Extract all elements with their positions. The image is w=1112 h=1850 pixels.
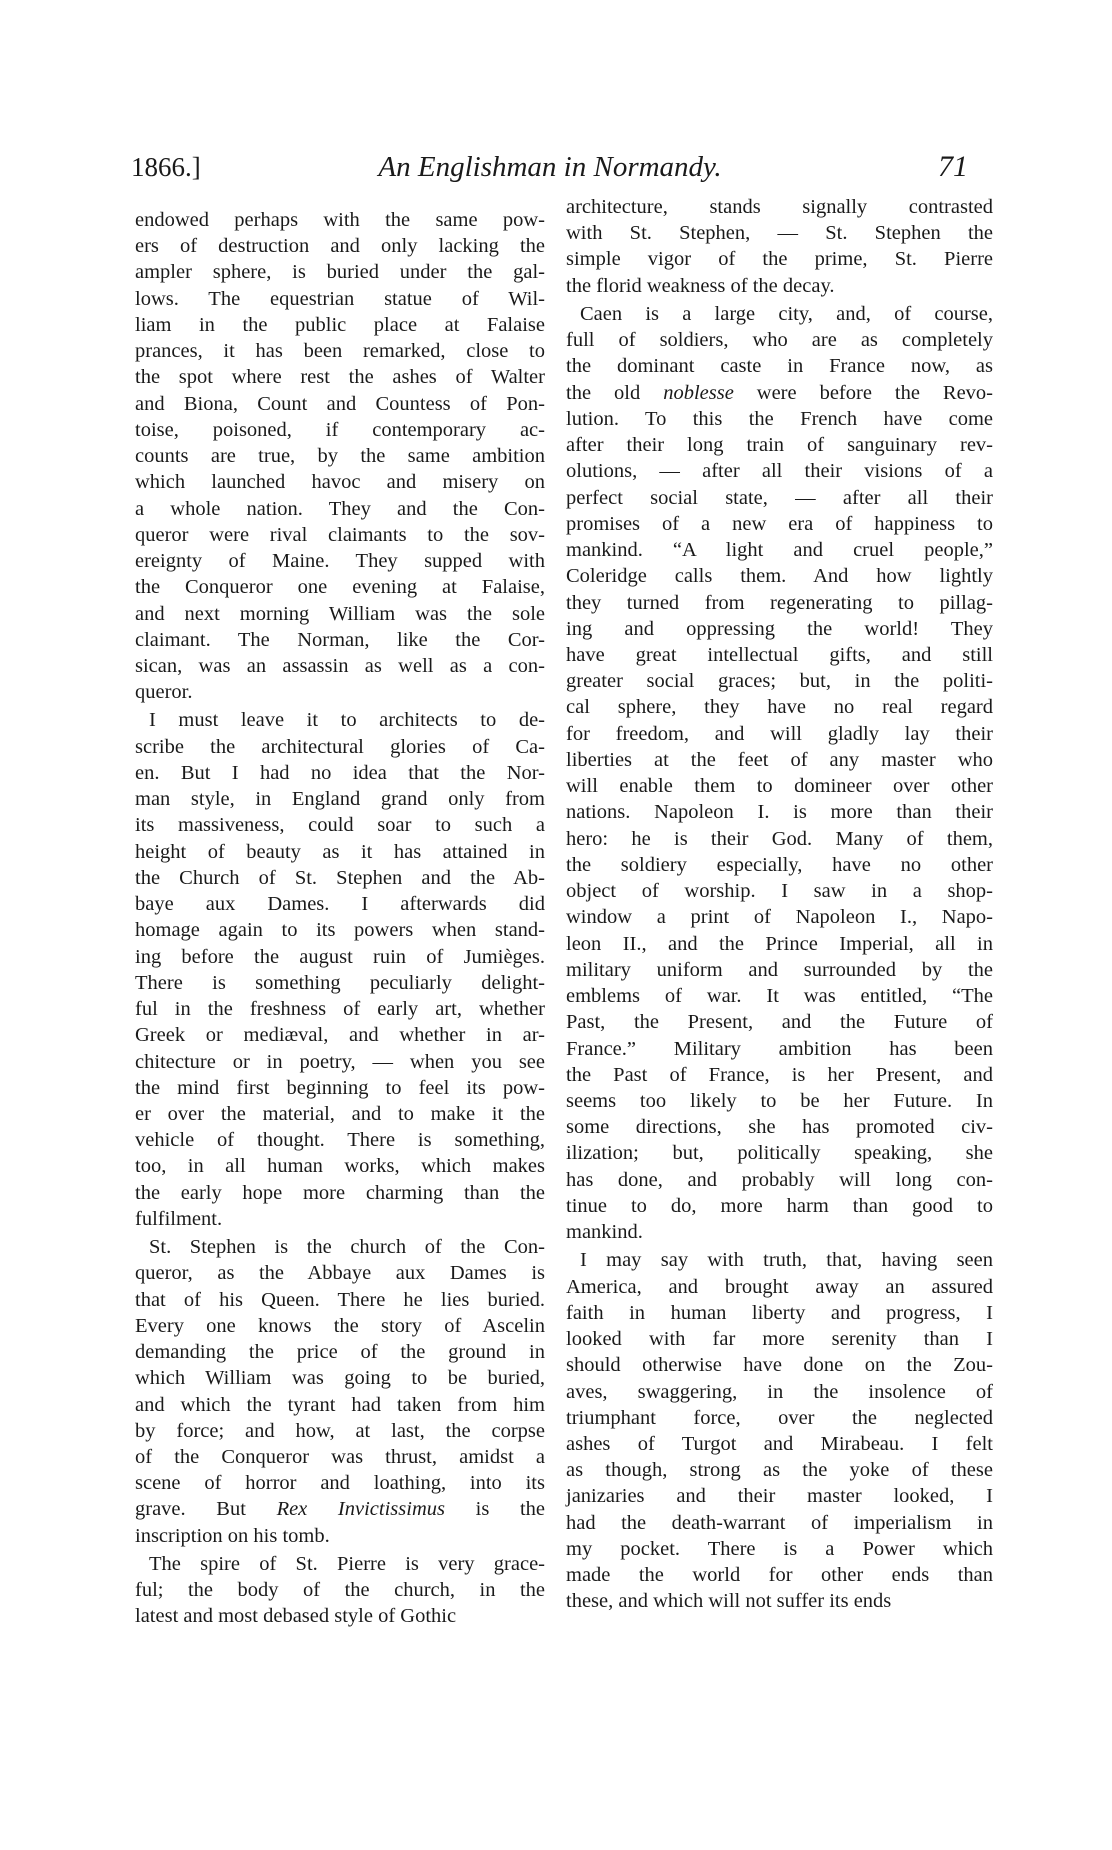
text-line: sican, was an assassin as well as a con- <box>135 654 545 677</box>
text-line: scene of horror and loathing, into its <box>135 1472 545 1495</box>
text-segment: were before the Revo- <box>733 381 993 404</box>
text-line: queror were rival claimants to the sov- <box>135 523 545 546</box>
text-segment: grave. But <box>135 1498 277 1521</box>
text-line: the Conqueror one evening at Falaise, <box>135 576 545 599</box>
text-line: homage again to its powers when stand- <box>135 919 545 942</box>
text-line: with St. Stephen, — St. Stephen the <box>566 222 993 245</box>
text-line: window a print of Napoleon I., Napo- <box>566 906 993 929</box>
text-line: the florid weakness of the decay. <box>566 274 835 297</box>
text-column-left <box>135 207 545 1632</box>
text-line: and Biona, Count and Countess of Pon- <box>135 392 545 415</box>
text-line: too, in all human works, which makes <box>135 1155 545 1178</box>
text-line: endowed perhaps with the same pow- <box>135 209 545 231</box>
text-line: latest and most debased style of Gothic <box>135 1605 457 1628</box>
text-line: greater social graces; but, in the politi- <box>566 670 993 693</box>
italic-text: noblesse <box>663 381 734 404</box>
paragraph <box>566 302 993 1246</box>
text-line: the spot where rest the ashes of Walter <box>135 366 545 389</box>
text-line: the dominant caste in France now, as <box>566 355 993 378</box>
text-line: France.” Military ambition has been <box>566 1037 993 1060</box>
text-line: Past, the Present, and the Future of <box>566 1011 993 1034</box>
text-line: liberties at the feet of any master who <box>566 748 993 771</box>
text-segment: is the <box>444 1498 545 1521</box>
italic-text: Rex Invictissimus <box>276 1498 445 1521</box>
text-line: of the Conqueror was thrust, amidst a <box>135 1446 545 1469</box>
text-line: simple vigor of the prime, St. Pierre <box>566 248 993 271</box>
text-line: Caen is a large city, and, of course, <box>580 302 993 325</box>
text-line: America, and brought away an assured <box>566 1275 993 1298</box>
paragraph <box>135 207 545 705</box>
text-line: inscription on his tomb. <box>135 1524 330 1547</box>
text-line: has done, and probably will long con- <box>566 1168 993 1191</box>
text-line: the mind first beginning to feel its pow- <box>135 1076 545 1099</box>
text-line: Greek or mediæval, and whether in ar- <box>135 1024 545 1047</box>
text-line: ful; the body of the church, in the <box>135 1579 545 1602</box>
text-line: ing and oppressing the world! They <box>566 617 993 640</box>
text-line: lows. The equestrian statue of Wil- <box>135 287 545 310</box>
text-line: St. Stephen is the church of the Con- <box>149 1236 545 1259</box>
text-line: janizaries and their master looked, I <box>566 1485 993 1508</box>
text-line: prances, it has been remarked, close to <box>135 340 545 363</box>
text-line: ilization; but, politically speaking, she <box>566 1142 993 1165</box>
text-line: I may say with truth, that, having seen <box>580 1249 993 1272</box>
text-line: mankind. <box>566 1221 643 1244</box>
text-line: looked with far more serenity than I <box>566 1328 993 1351</box>
text-line: Coleridge calls them. And how lightly <box>566 565 993 588</box>
text-line: that of his Queen. There he lies buried. <box>135 1288 545 1311</box>
text-line: nations. Napoleon I. is more than their <box>566 801 993 824</box>
text-line: I must leave it to architects to de- <box>149 709 545 732</box>
text-line: hero: he is their God. Many of them, <box>566 827 993 850</box>
text-line: There is something peculiarly delight- <box>135 971 545 994</box>
text-line: the soldiery especially, have no other <box>566 853 993 876</box>
text-line: counts are true, by the same ambition <box>135 445 545 468</box>
text-line: promises of a new era of happiness to <box>566 512 993 535</box>
text-line: scribe the architectural glories of Ca- <box>135 735 545 758</box>
text-line: man style, in England grand only from <box>135 788 545 811</box>
text-line: ereignty of Maine. They supped with <box>135 550 545 573</box>
text-line: my pocket. There is a Power which <box>566 1537 993 1560</box>
text-line: and next morning William was the sole <box>135 602 545 625</box>
text-line: Every one knows the story of Ascelin <box>135 1314 545 1337</box>
text-line: claimant. The Norman, like the Cor- <box>135 628 545 651</box>
text-line: tinue to do, more harm than good to <box>566 1194 993 1217</box>
text-line: The spire of St. Pierre is very grace- <box>149 1552 545 1575</box>
text-line: had the death-warrant of imperialism in <box>566 1511 993 1534</box>
text-line: er over the material, and to make it the <box>135 1102 545 1125</box>
text-line: ful in the freshness of early art, whether <box>135 998 545 1021</box>
text-line: which launched havoc and misery on <box>135 471 545 494</box>
text-line: liam in the public place at Falaise <box>135 313 545 336</box>
text-line: cal sphere, they have no real regard <box>566 696 993 719</box>
text-line: height of beauty as it has attained in <box>135 840 545 863</box>
text-line: full of soldiers, who are as completely <box>566 329 993 352</box>
paragraph <box>566 1248 993 1615</box>
text-line: triumphant force, over the neglected <box>566 1406 993 1429</box>
text-line: its massiveness, could soar to such a <box>135 814 545 837</box>
text-line: architecture, stands signally contrasted <box>566 196 993 218</box>
text-line: leon II., and the Prince Imperial, all in <box>566 932 993 955</box>
text-line: as though, strong as the yoke of these <box>566 1459 993 1482</box>
text-line: military uniform and surrounded by the <box>566 958 993 981</box>
text-line: they turned from regenerating to pillag- <box>566 591 993 614</box>
text-line: demanding the price of the ground in <box>135 1341 545 1364</box>
text-line: the Past of France, is her Present, and <box>566 1063 993 1086</box>
text-line: toise, poisoned, if contemporary ac- <box>135 418 545 441</box>
text-line: ing before the august ruin of Jumièges. <box>135 945 545 968</box>
text-line: these, and which will not suffer its ends <box>566 1590 892 1613</box>
text-line: a whole nation. They and the Con- <box>135 497 545 520</box>
text-line: should otherwise have done on the Zou- <box>566 1354 993 1377</box>
text-line: faith in human liberty and progress, I <box>566 1301 993 1324</box>
text-line: fulfilment. <box>135 1207 223 1230</box>
text-line <box>566 381 993 407</box>
text-line: queror. <box>135 681 193 704</box>
text-line: object of worship. I saw in a shop- <box>566 880 993 903</box>
running-head-date: 1866.] <box>131 152 201 182</box>
text-line: ers of destruction and only lacking the <box>135 235 545 258</box>
text-line <box>135 1496 545 1522</box>
text-line: by force; and how, at last, the corpse <box>135 1419 545 1442</box>
paragraph <box>135 1551 545 1630</box>
text-line: queror, as the Abbaye aux Dames is <box>135 1262 545 1285</box>
text-line: some directions, she has promoted civ- <box>566 1116 993 1139</box>
text-line: made the world for other ends than <box>566 1564 993 1587</box>
text-line: perfect social state, — after all their <box>566 486 993 509</box>
paragraph <box>135 1234 545 1549</box>
text-line: will enable them to domineer over other <box>566 775 993 798</box>
text-line: lution. To this the French have come <box>566 407 993 430</box>
page-number: 71 <box>938 150 968 183</box>
text-line: emblems of war. It was entitled, “The <box>566 985 993 1008</box>
text-line: for freedom, and will gladly lay their <box>566 722 993 745</box>
running-head-title: An Englishman in Normandy. <box>378 151 722 183</box>
paragraph <box>566 195 993 300</box>
text-line: have great intellectual gifts, and still <box>566 643 993 666</box>
text-line: olutions, — after all their visions of a <box>566 460 993 483</box>
text-line: seems too likely to be her Future. In <box>566 1089 993 1112</box>
text-line: en. But I had no idea that the Nor- <box>135 761 545 784</box>
text-line: ashes of Turgot and Mirabeau. I felt <box>566 1433 993 1456</box>
text-line: aves, swaggering, in the insolence of <box>566 1380 993 1403</box>
text-line: and which the tyrant had taken from him <box>135 1393 545 1416</box>
paragraph <box>135 707 545 1232</box>
text-line: baye aux Dames. I afterwards did <box>135 893 545 916</box>
text-line: chitecture or in poetry, — when you see <box>135 1050 545 1073</box>
text-line: ampler sphere, is buried under the gal- <box>135 261 545 284</box>
text-line: after their long train of sanguinary rev- <box>566 434 993 457</box>
text-line: which William was going to be buried, <box>135 1367 545 1390</box>
text-line: vehicle of thought. There is something, <box>135 1129 545 1152</box>
text-line: the Church of St. Stephen and the Ab- <box>135 866 545 889</box>
text-line: the early hope more charming than the <box>135 1181 545 1204</box>
text-line: mankind. “A light and cruel people,” <box>566 539 993 562</box>
text-column-right <box>566 195 993 1618</box>
text-segment: the old <box>566 381 664 404</box>
